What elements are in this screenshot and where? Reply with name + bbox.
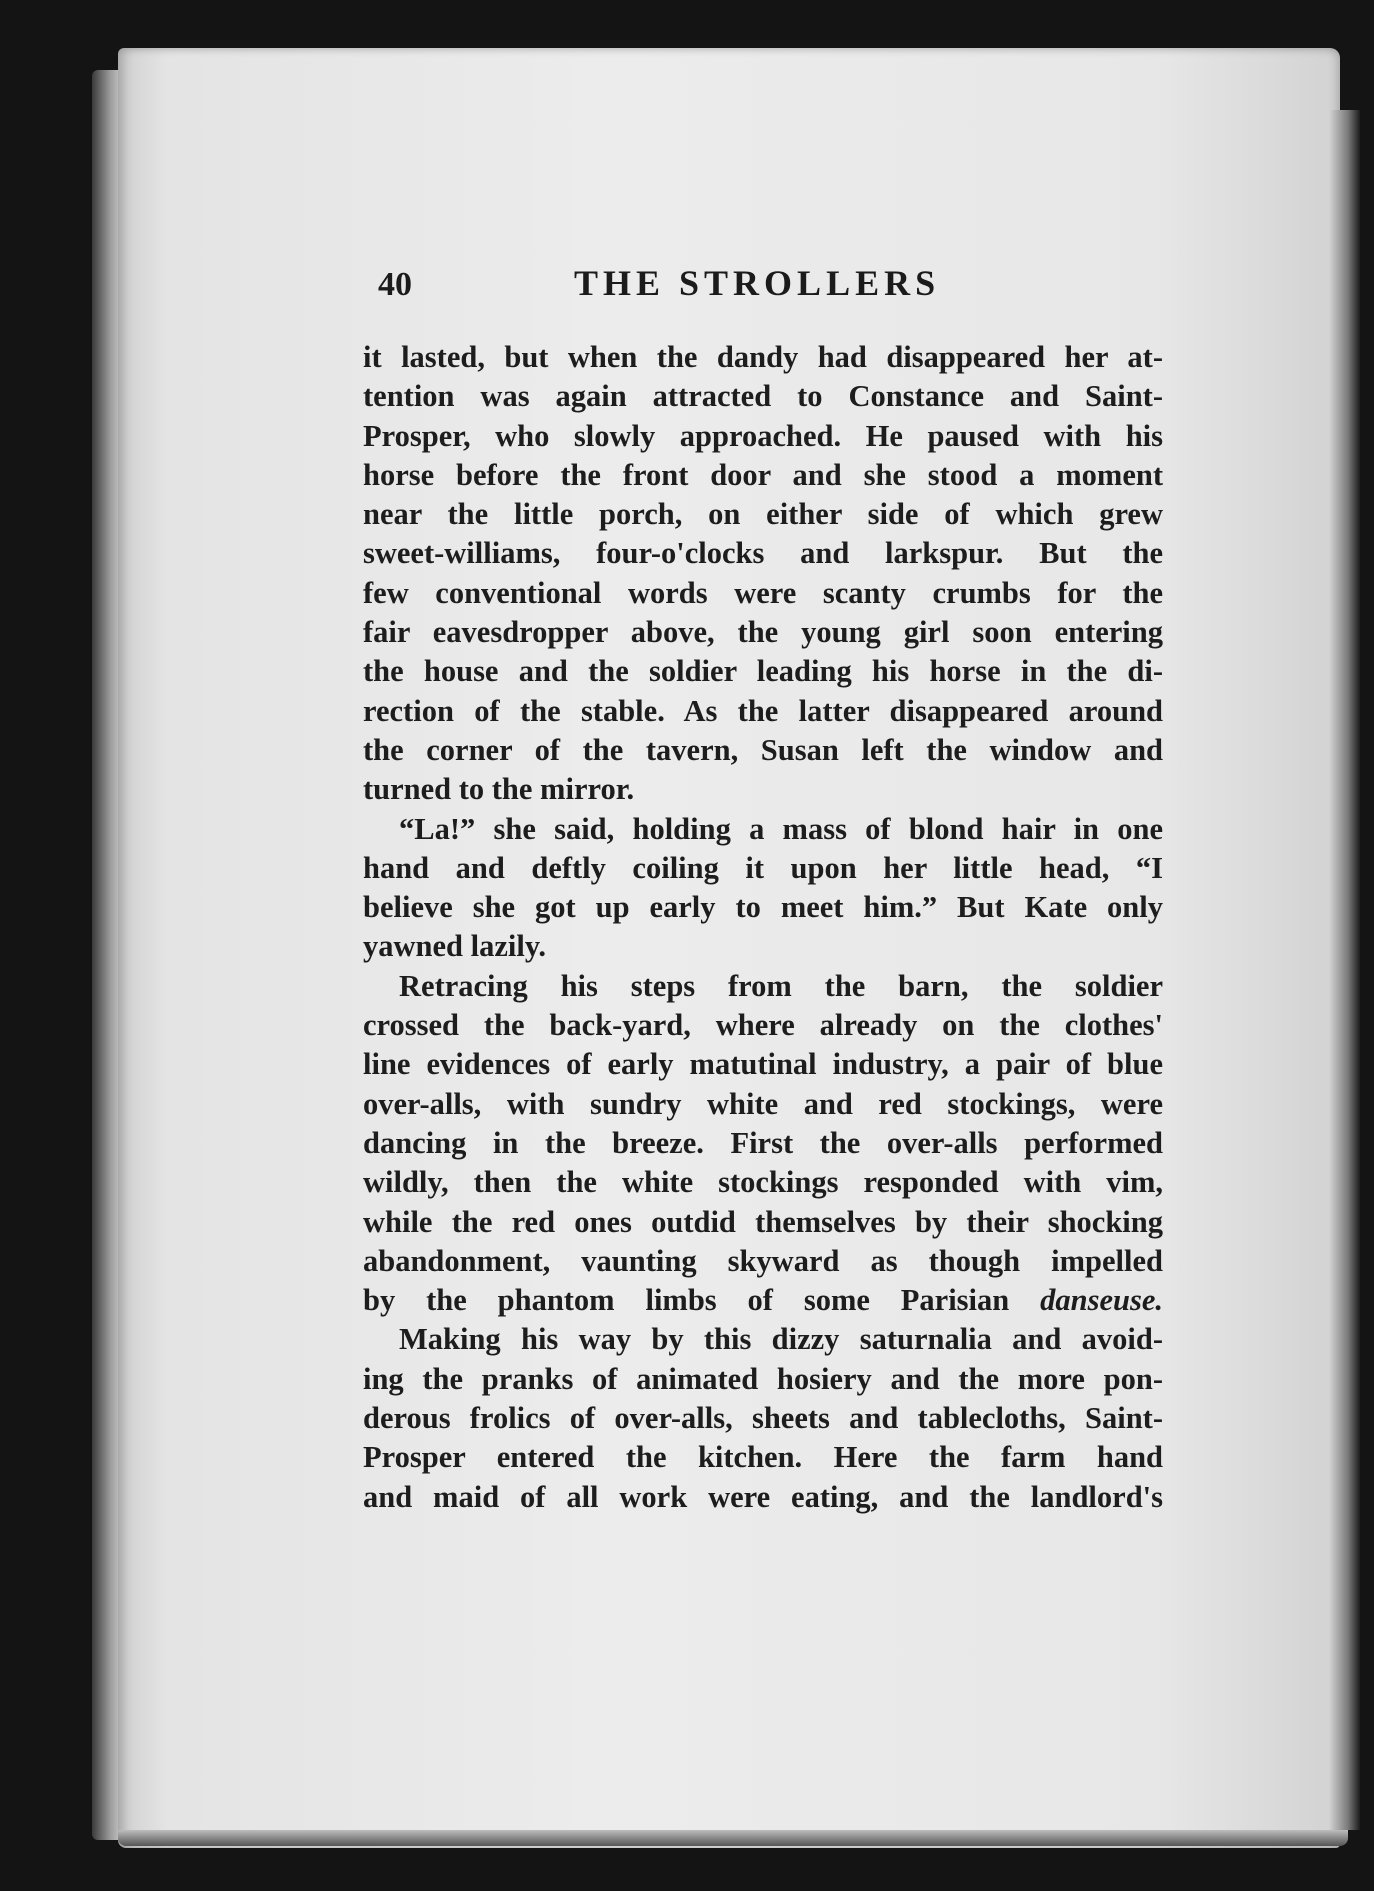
body-text [363,338,1163,1517]
text-line: Prosper entered the kitchen. Here the farm hand [363,1440,1163,1475]
text-line [363,1281,1163,1320]
text-line: fair eavesdropper above, the young girl soon entering [363,615,1163,650]
text-line: hand and deftly coiling it upon her little head, “I [363,850,1163,885]
running-title: THE STROLLERS [574,263,941,303]
page-bottom-edge [118,1830,1348,1846]
text-line: Prosper, who slowly approached. He paused with his [363,418,1163,453]
page-edge-right [1330,110,1360,1830]
text-line: turned to the mirror. [363,772,635,807]
text-line: “La!” she said, holding a mass of blond hair in one [399,811,1163,846]
text-line: ing the pranks of animated hosiery and the more pon- [363,1361,1163,1396]
text-line: rection of the stable. As the latter disappeared around [363,693,1163,728]
text-line: believe she got up early to meet him.” But Kate only [363,890,1163,925]
page-number: 40 [378,266,412,303]
text-line: it lasted, but when the dandy had disappeared her at- [363,340,1163,374]
text-line: tention was again attracted to Constance and Saint- [363,379,1163,414]
running-header [378,262,988,312]
text-line: while the red ones outdid themselves by their shocking [363,1204,1163,1239]
text-line: and maid of all work were eating, and the landlord's [363,1479,1163,1514]
text-line: yawned lazily. [363,929,547,964]
text-line: sweet-williams, four-o'clocks and larkspur. But the [363,536,1163,571]
text-line: near the little porch, on either side of which grew [363,497,1163,532]
text-line: wildly, then the white stockings responded with vim, [363,1165,1163,1200]
italic-word: danseuse. [1040,1283,1163,1318]
text-line: the house and the soldier leading his horse in the di- [363,654,1163,689]
text-line: dancing in the breeze. First the over-alls performed [363,1125,1163,1160]
text-line: horse before the front door and she stood a moment [363,457,1163,492]
text-line: abandonment, vaunting skyward as though impelled [363,1243,1163,1278]
text-line: line evidences of early matutinal industry, a pair of blue [363,1047,1163,1082]
text-line: Retracing his steps from the barn, the soldier [399,968,1163,1003]
text-line: derous frolics of over-alls, sheets and tablecloths, Saint- [363,1401,1163,1436]
text-segment: by the phantom limbs of some Parisian [363,1283,1041,1318]
text-line: the corner of the tavern, Susan left the window and [363,732,1163,767]
text-line: over-alls, with sundry white and red stockings, were [363,1086,1163,1121]
text-line: few conventional words were scanty crumbs for the [363,575,1163,610]
text-line: Making his way by this dizzy saturnalia and avoid- [399,1322,1163,1357]
text-line: crossed the back-yard, where already on the clothes' [363,1008,1163,1043]
